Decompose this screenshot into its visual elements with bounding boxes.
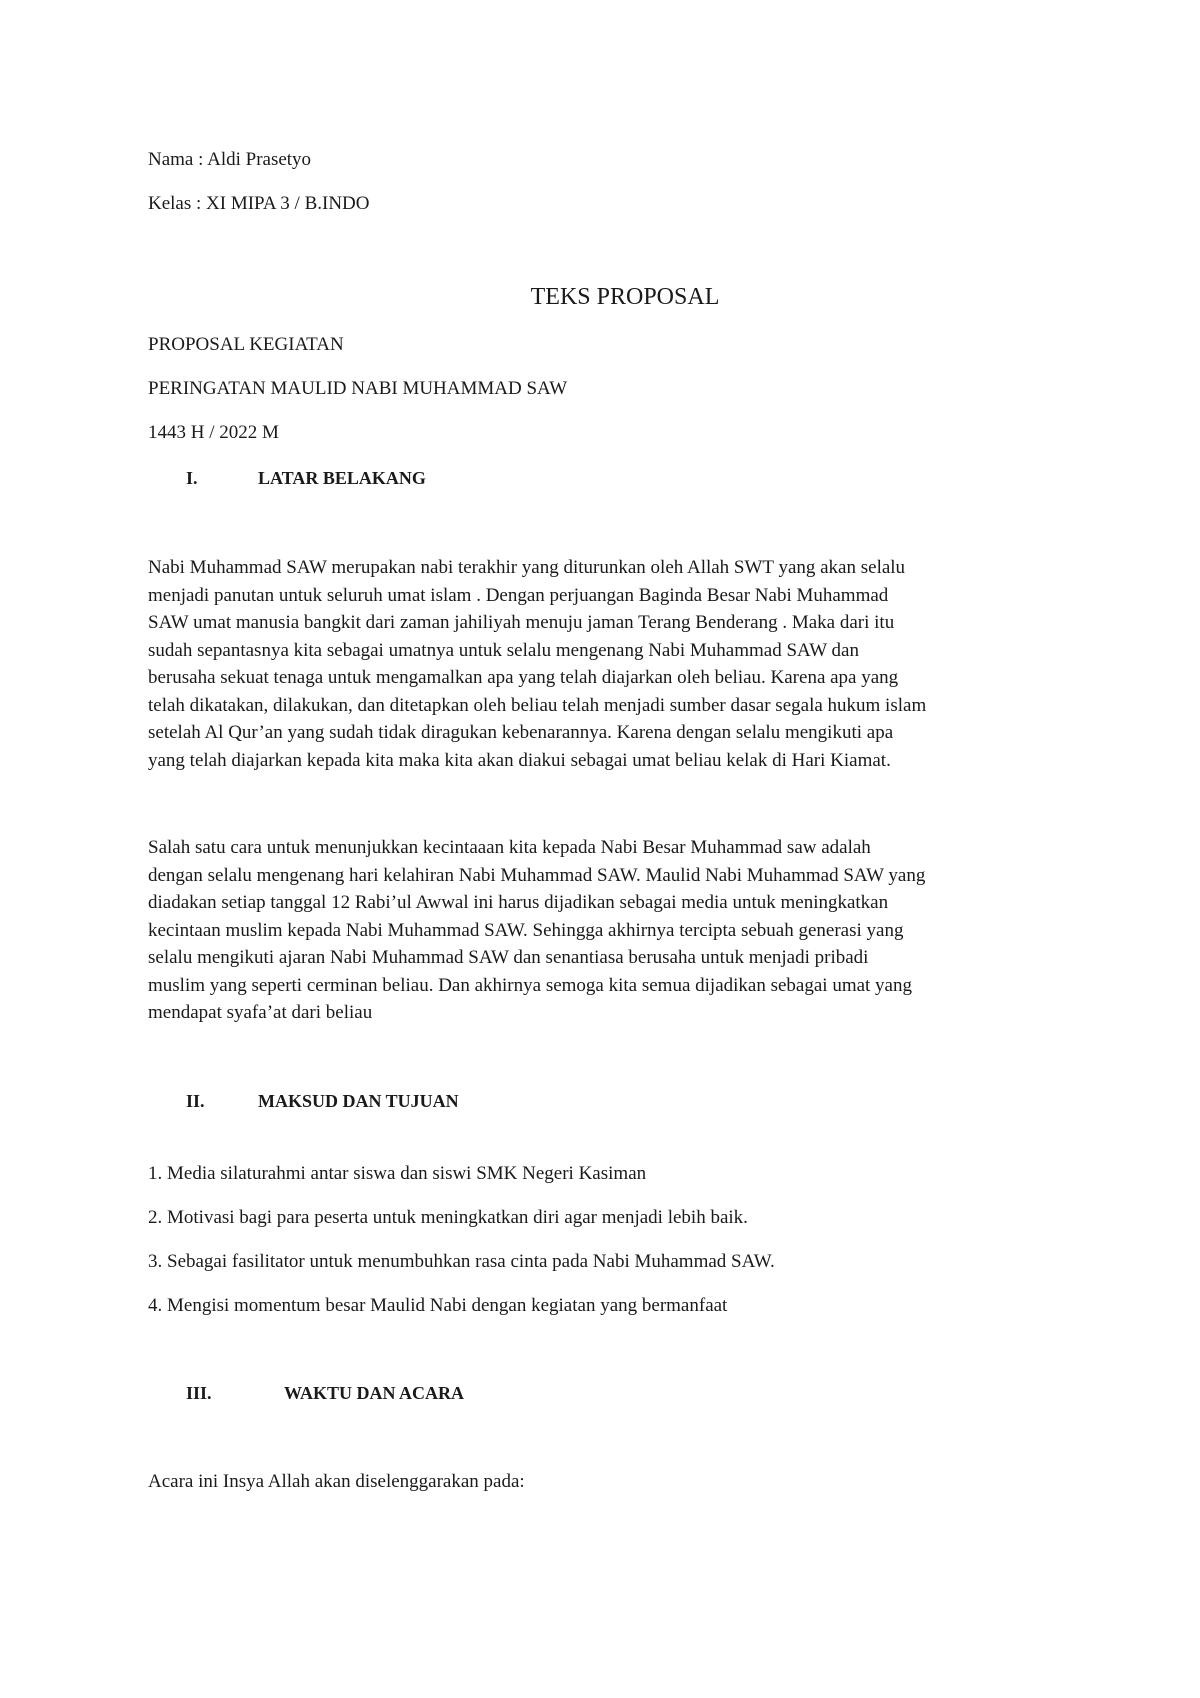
section-2-title: MAKSUD DAN TUJUAN <box>258 1091 459 1111</box>
paragraph-line: diadakan setiap tanggal 12 Rabi’ul Awwal ini harus dijadikan sebagai media untuk meningkatkan <box>148 892 889 913</box>
student-name: Nama : Aldi Prasetyo <box>148 149 312 170</box>
paragraph-line: berusaha sekuat tenaga untuk mengamalkan apa yang telah diajarkan oleh beliau. Karena apa yang <box>148 667 899 688</box>
background-paragraph-2 <box>148 834 1068 1027</box>
paragraph-line: Salah satu cara untuk menunjukkan kecintaaan kita kepada Nabi Besar Muhammad saw adalah <box>148 837 871 858</box>
goal-item-3: 3. Sebagai fasilitator untuk menumbuhkan rasa cinta pada Nabi Muhammad SAW. <box>148 1251 775 1272</box>
event-intro-text: Acara ini Insya Allah akan diselenggarakan pada: <box>148 1471 525 1492</box>
goal-item-1: 1. Media silaturahmi antar siswa dan siswi SMK Negeri Kasiman <box>148 1163 647 1184</box>
section-3-title: WAKTU DAN ACARA <box>284 1383 465 1403</box>
student-class: Kelas : XI MIPA 3 / B.INDO <box>148 193 370 214</box>
proposal-subtitle-1: PROPOSAL KEGIATAN <box>148 334 344 355</box>
goal-item-2: 2. Motivasi bagi para peserta untuk meningkatkan diri agar menjadi lebih baik. <box>148 1207 748 1228</box>
section-1-number: I. <box>186 468 198 488</box>
paragraph-line: menjadi panutan untuk seluruh umat islam . Dengan perjuangan Baginda Besar Nabi Muhammad <box>148 584 889 606</box>
paragraph-line: selalu mengikuti ajaran Nabi Muhammad SAW dan senantiasa berusaha untuk menjadi pribadi <box>148 947 869 968</box>
section-1-title: LATAR BELAKANG <box>258 468 426 488</box>
goal-item-4: 4. Mengisi momentum besar Maulid Nabi dengan kegiatan yang bermanfaat <box>148 1295 728 1316</box>
paragraph-line: Nabi Muhammad SAW merupakan nabi terakhir yang diturunkan oleh Allah SWT yang akan selalu <box>148 557 906 578</box>
paragraph-line: yang telah diajarkan kepada kita maka kita akan diakui sebagai umat beliau kelak di Hari Kiamat. <box>148 749 891 771</box>
background-paragraph-1 <box>148 554 1068 774</box>
paragraph-line: muslim yang seperti cerminan beliau. Dan akhirnya semoga kita semua dijadikan sebagai umat yang <box>148 974 912 996</box>
section-3-number: III. <box>186 1383 212 1403</box>
proposal-subtitle-3: 1443 H / 2022 M <box>148 422 279 443</box>
paragraph-line: sudah sepantasnya kita sebagai umatnya untuk selalu mengenang Nabi Muhammad SAW dan <box>148 639 859 661</box>
paragraph-line: SAW umat manusia bangkit dari zaman jahiliyah menuju jaman Terang Benderang . Maka dari itu <box>148 612 895 633</box>
paragraph-line: setelah Al Qur’an yang sudah tidak diragukan kebenarannya. Karena dengan selalu mengikuti apa <box>148 722 894 743</box>
paragraph-line: telah dikatakan, dilakukan, dan ditetapkan oleh beliau telah menjadi sumber dasar segala hukum islam <box>148 694 927 716</box>
paragraph-line: dengan selalu mengenang hari kelahiran Nabi Muhammad SAW. Maulid Nabi Muhammad SAW yang <box>148 864 926 886</box>
section-2-number: II. <box>186 1091 205 1111</box>
paragraph-line: kecintaan muslim kepada Nabi Muhammad SAW. Sehingga akhirnya tercipta sebuah generasi yang <box>148 919 904 941</box>
proposal-subtitle-2: PERINGATAN MAULID NABI MUHAMMAD SAW <box>148 378 568 399</box>
paragraph-line: mendapat syafa’at dari beliau <box>148 1002 373 1023</box>
document-title: TEKS PROPOSAL <box>530 284 720 310</box>
